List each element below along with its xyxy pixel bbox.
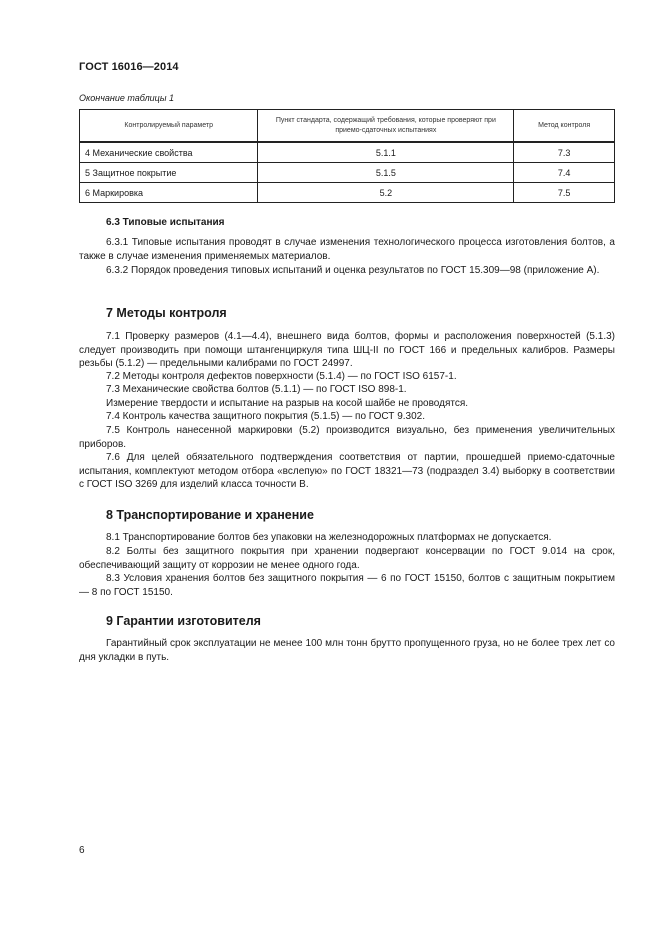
table-cell: 5 Защитное покрытие xyxy=(80,163,258,183)
column-header: Метод контроля xyxy=(514,110,615,143)
paragraph: Измерение твердости и испытание на разрыв на косой шайбе не проводятся. xyxy=(106,398,469,409)
table-cell: 7.4 xyxy=(514,163,615,183)
paragraph: 7.1 Проверку размеров (4.1—4.4), внешнего вида болтов, формы и расположения поверхностей (5.1.3) следует производить при помощи штангенциркуля типа ШЦ-II по ГОСТ 166 и предельных калибров. Размеры резьбы (5.1.2) — предельными калибрами по ГОСТ 24997. xyxy=(79,331,615,369)
subsection-title: 6.3 Типовые испытания xyxy=(106,217,225,228)
paragraph: 8.3 Условия хранения болтов без защитного покрытия — 6 по ГОСТ 15150, болтов с защитным покрытием — 8 по ГОСТ 15150. xyxy=(79,573,615,598)
paragraph: 7.6 Для целей обязательного подтверждения соответствия от партии, прошедшей приемо-сдаточные испытания, комплектуют методом отбора «вслепую» по ГОСТ 18321—73 (подраздел 3.4) выборку в соответствии с ГОСТ ISO 3269 для изделий класса точности В. xyxy=(79,452,615,490)
table-header-row xyxy=(80,110,615,143)
column-header: Пункт стандарта, содержащий требования, которые проверяют при приемо-сдаточных испытаниях xyxy=(258,110,514,143)
table-cell: 6 Маркировка xyxy=(80,183,258,203)
document-id: ГОСТ 16016—2014 xyxy=(79,61,179,73)
paragraph: 7.3 Механические свойства болтов (5.1.1) — по ГОСТ ISO 898-1. xyxy=(106,384,407,395)
paragraph: Гарантийный срок эксплуатации не менее 100 млн тонн брутто пропущенного груза, но не более трех лет со дня укладки в путь. xyxy=(79,638,615,663)
paragraph: 7.5 Контроль нанесенной маркировки (5.2) производится визуально, без применения увеличительных приборов. xyxy=(79,425,615,450)
section-title: 8 Транспортирование и хранение xyxy=(106,508,314,522)
paragraph: 6.3.1 Типовые испытания проводят в случае изменения технологического процесса изготовления болтов, а также в случае изменения применяемых материалов. xyxy=(79,237,615,262)
table-cell: 4 Механические свойства xyxy=(80,142,258,163)
table-row xyxy=(80,163,615,183)
paragraph: 8.2 Болты без защитного покрытия при хранении подвергают консервации по ГОСТ 9.014 на срок, обеспечивающий защиту от коррозии не менее одного года. xyxy=(79,546,615,571)
page-number: 6 xyxy=(79,845,85,856)
control-table xyxy=(79,109,615,203)
paragraph: 7.2 Методы контроля дефектов поверхности (5.1.4) — по ГОСТ ISO 6157-1. xyxy=(106,371,457,382)
paragraph: 6.3.2 Порядок проведения типовых испытаний и оценка результатов по ГОСТ 15.309—98 (приложение А). xyxy=(106,265,600,276)
paragraph: 7.4 Контроль качества защитного покрытия (5.1.5) — по ГОСТ 9.302. xyxy=(106,411,425,422)
table-caption: Окончание таблицы 1 xyxy=(79,93,174,103)
table-cell: 5.1.5 xyxy=(258,163,514,183)
table-cell: 5.2 xyxy=(258,183,514,203)
section-title: 9 Гарантии изготовителя xyxy=(106,614,261,628)
section-title: 7 Методы контроля xyxy=(106,306,227,320)
table-row xyxy=(80,142,615,163)
table-cell: 7.3 xyxy=(514,142,615,163)
table-cell: 5.1.1 xyxy=(258,142,514,163)
paragraph: 8.1 Транспортирование болтов без упаковки на железнодорожных платформах не допускается. xyxy=(106,532,552,543)
table-cell: 7.5 xyxy=(514,183,615,203)
column-header: Контролируемый параметр xyxy=(80,110,258,143)
table-row xyxy=(80,183,615,203)
